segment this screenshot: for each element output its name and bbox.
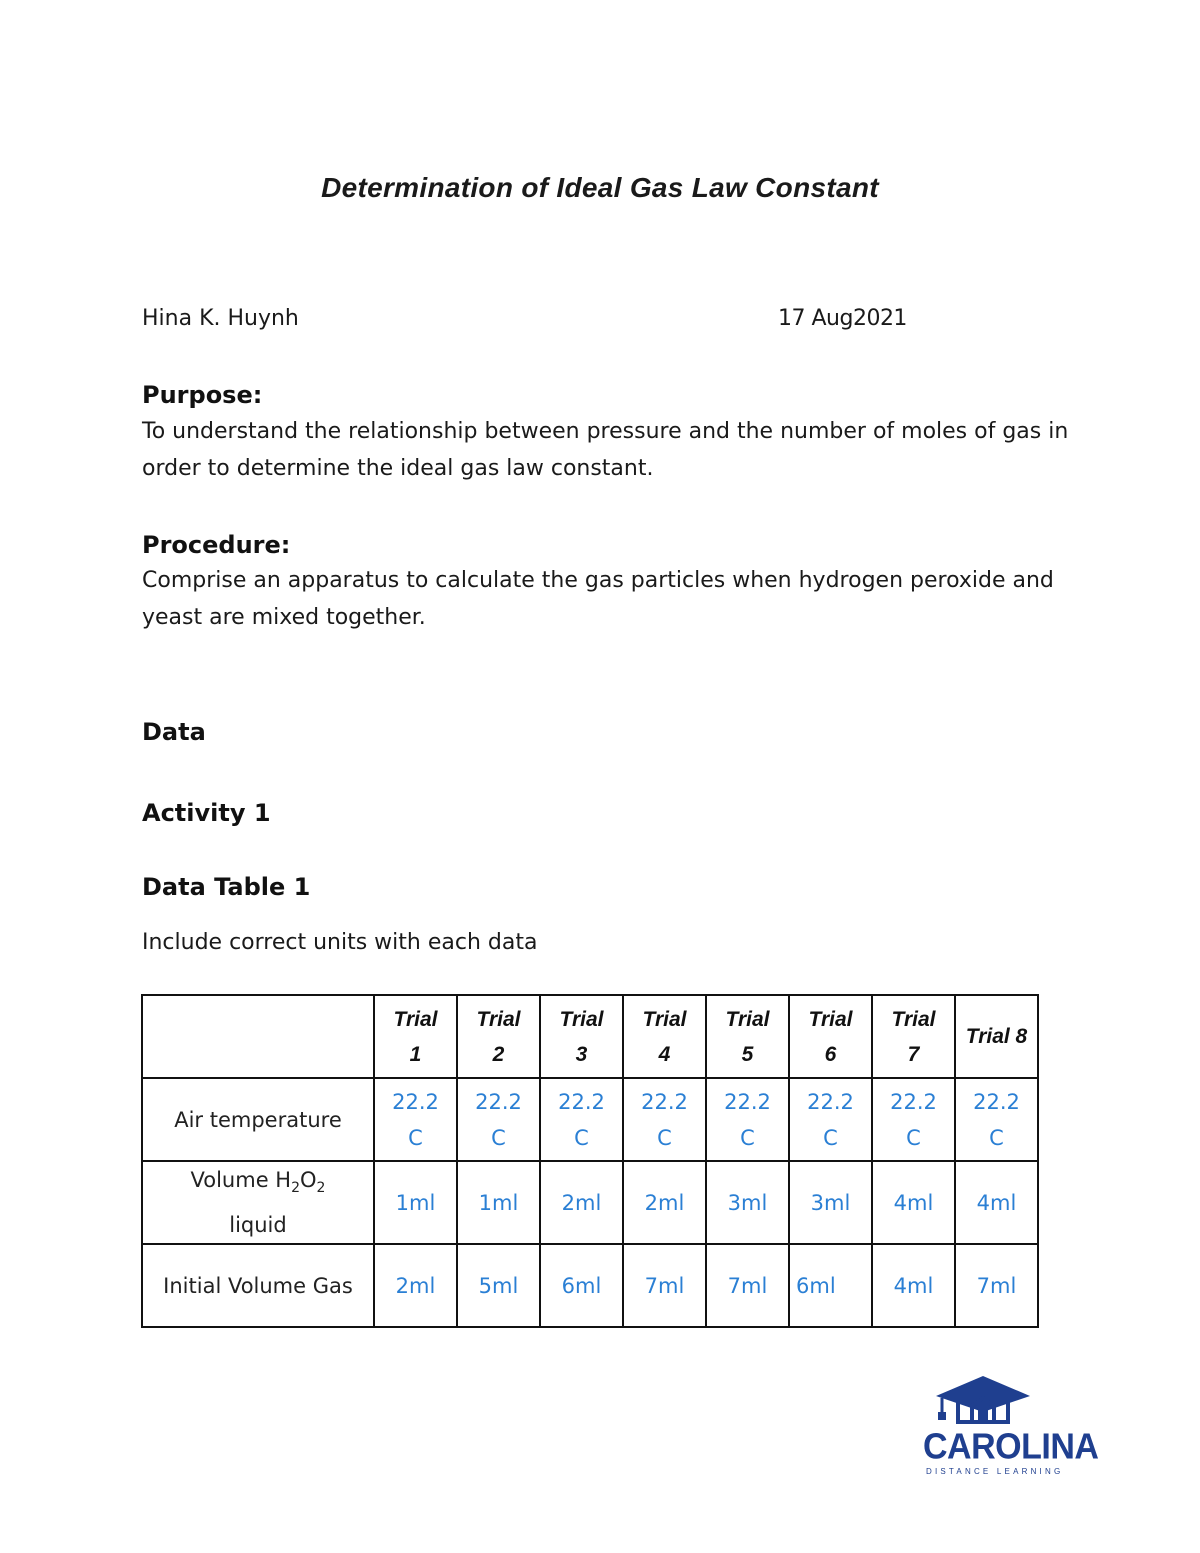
procedure-text: Comprise an apparatus to calculate the gas particles when hydrogen peroxide and yeast are mixed together. (142, 568, 1054, 630)
table-cell: 22.2 C (955, 1078, 1038, 1161)
table-cell: 22.2 C (706, 1078, 789, 1161)
table-cell: 22.2 C (374, 1078, 457, 1161)
row-label-volume-h2o2: Volume $H_2O_2$ liquid (142, 1161, 374, 1244)
table-cell: 22.2 C (457, 1078, 540, 1161)
header-trial-2: Trial 2 (457, 995, 540, 1078)
table-cell: 2ml (540, 1161, 623, 1244)
page-title: Determination of Ideal Gas Law Constant (321, 172, 879, 203)
table-cell: 22.2 C (789, 1078, 872, 1161)
row-label-initial-volume-gas: Initial Volume Gas (142, 1244, 374, 1327)
table-cell: 4ml (872, 1244, 955, 1327)
header-trial-1: Trial 1 (374, 995, 457, 1078)
table-row-air-temperature (142, 1078, 1038, 1161)
header-trial-3: Trial 3 (540, 995, 623, 1078)
table-cell: 7ml (706, 1244, 789, 1327)
data-table-1 (141, 994, 1039, 1328)
logo-wordmark: CAROLINA (923, 1427, 1099, 1467)
header-trial-7: Trial 7 (872, 995, 955, 1078)
table-cell: 3ml (706, 1161, 789, 1244)
table-cell: 2ml (623, 1161, 706, 1244)
table-cell: 5ml (457, 1244, 540, 1327)
table-cell: 4ml (872, 1161, 955, 1244)
purpose-heading: Purpose: (142, 381, 263, 409)
table-cell: 22.2 C (623, 1078, 706, 1161)
table-cell: 4ml (955, 1161, 1038, 1244)
table-cell: 2ml (374, 1244, 457, 1327)
table-row-volume-h2o2 (142, 1161, 1038, 1244)
activity-heading: Activity 1 (142, 799, 271, 827)
header-trial-8: Trial 8 (955, 995, 1038, 1078)
table-cell: 3ml (789, 1161, 872, 1244)
units-note: Include correct units with each data (142, 930, 538, 955)
data-heading: Data (142, 718, 206, 746)
table-cell: 22.2 C (540, 1078, 623, 1161)
table-header-row (142, 995, 1038, 1078)
table-cell: 22.2 C (872, 1078, 955, 1161)
header-trial-5: Trial 5 (706, 995, 789, 1078)
purpose-text: To understand the relationship between pressure and the number of moles of gas in order to determine the ideal gas law constant. (142, 419, 1069, 481)
logo-tagline: DISTANCE LEARNING (926, 1467, 1064, 1476)
header-trial-6: Trial 6 (789, 995, 872, 1078)
table-heading: Data Table 1 (142, 873, 311, 901)
table-cell: 7ml (955, 1244, 1038, 1327)
table-cell: 7ml (623, 1244, 706, 1327)
procedure-heading: Procedure: (142, 531, 291, 559)
header-trial-4: Trial 4 (623, 995, 706, 1078)
table-row-initial-volume-gas (142, 1244, 1038, 1327)
table-cell: 1ml (374, 1161, 457, 1244)
table-cell: 1ml (457, 1161, 540, 1244)
row-label-air-temperature: Air temperature (142, 1078, 374, 1161)
table-cell: 6ml (540, 1244, 623, 1327)
report-date: 17 Aug2021 (778, 306, 907, 331)
author-name: Hina K. Huynh (142, 306, 299, 331)
table-cell: 6ml (789, 1244, 872, 1327)
header-empty-cell (142, 995, 374, 1078)
